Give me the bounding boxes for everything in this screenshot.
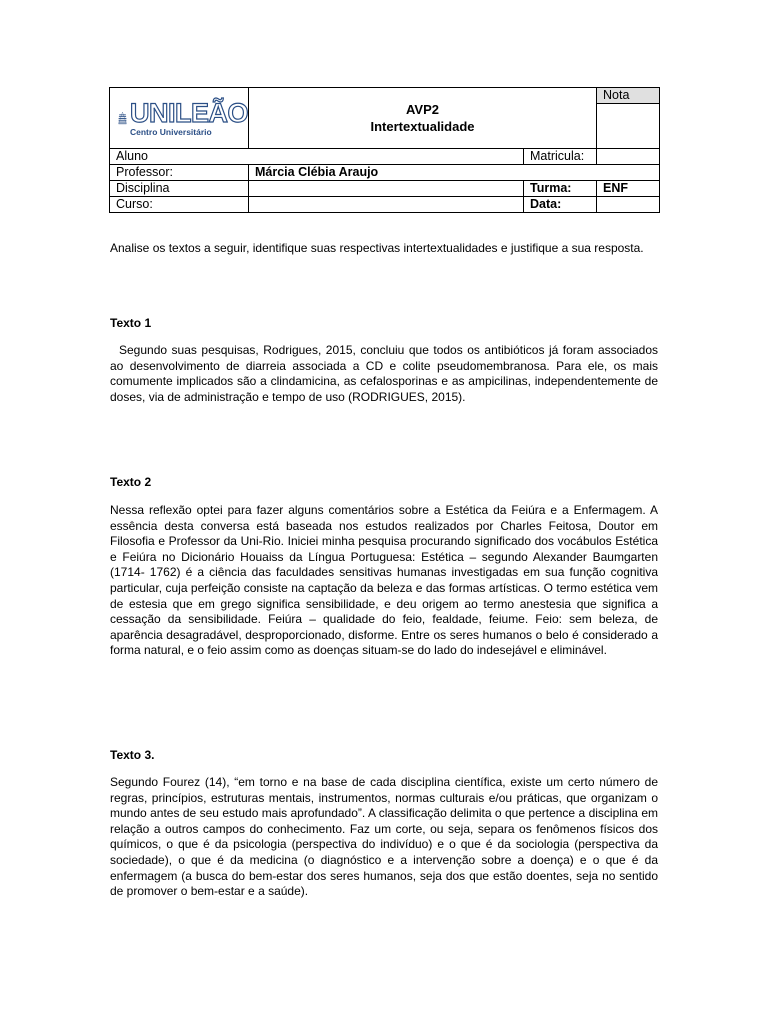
aluno-label: Aluno [110,149,524,165]
logo-subtitle: Centro Universitário [130,126,212,137]
nota-field[interactable] [597,104,660,149]
document-subtitle: Intertextualidade [370,119,475,134]
logo-wordmark: UNILEÃO [130,97,248,128]
texto-2-body: Nessa reflexão optei para fazer alguns comentários sobre a Estética da Feiúra e a Enfermagem. A essência desta conversa está baseada nos estudos realizados por Charles Feitosa, Doutor em Filosofia e Professor da Uni-Rio. Iniciei minha pesquisa procurando significado dos vocábulos Estética e Feiúra no Dicionário Houaiss da Língua Portuguesa: Estética – segundo Alexander Baumgarten (1714- 1762) é a ciência das faculdades sensitivas humanas investigadas em sua função cognitiva particular, cuja perfeição consiste na captação da beleza e das formas artísticas. O termo estética vem de estesia que em grego significa sensibilidade, e deu origem ao termo anestesia que significa a cessação da sensibilidade. Feiúra – qualidade do feio, fealdade, feiume. Feio: sem beleza, de aparência desagradável, desproporcionado, disforme. Entre os seres humanos o belo é considerado a forma natural, e o feio assim como as doenças situam-se do lado do indesejável e eliminável. [110,503,658,658]
texto-1-body: Segundo suas pesquisas, Rodrigues, 2015, concluiu que todos os antibióticos já foram associados ao desenvolvimento de diarreia associada a CD e colite pseudomembranosa. Para ele, os mais comumente implicados são a clindamicina, as cefalosporinas e as ampicilinas, independentemente de doses, via de administração e tempo de uso (RODRIGUES, 2015). [110,343,658,404]
matricula-field[interactable] [597,149,660,165]
curso-label: Curso: [110,197,249,213]
texto-3-heading: Texto 3. [110,748,155,762]
turma-label: Turma: [524,181,597,197]
texto-3-body: Segundo Fourez (14), “em torno e na base de cada disciplina científica, existe um certo número de regras, princípios, estruturas mentais, instrumentos, normas culturais e/ou práticas, que organizam o mundo antes de seu estudo mais aprofundado”. A classificação delimita o que pertence a disciplina em relação a outros campos do conhecimento. Faz um corte, ou seja, separa os fenômenos físicos dos químicos, o que é da psicologia (perspectiva do indivíduo) e o que é da sociologia (perspectiva da sociedade), o que é da medicina (o diagnóstico e a intervenção sobre a doença) e o que é da enfermagem (a busca do bem-estar dos seres humanos, seja dos que estão doentes, seja no sentido de promover o bem-estar e a saúde). [110,775,658,899]
nota-label: Nota [597,88,660,104]
document-title: AVP2 [406,102,439,117]
data-label: Data: [524,197,597,213]
texto-1-heading: Texto 1 [110,316,152,330]
instructions-paragraph: Analise os textos a seguir, identifique suas respectivas intertextualidades e justifique a sua resposta. [110,241,644,255]
title-cell [249,88,597,149]
logo-cell [110,88,249,149]
header-table [109,87,660,213]
disciplina-field[interactable] [249,181,524,197]
unileao-logo [110,88,248,148]
logo-emblem-icon [118,96,127,140]
data-field[interactable] [597,197,660,213]
professor-value: Márcia Clébia Araujo [249,165,660,181]
curso-field[interactable] [249,197,524,213]
professor-label: Professor: [110,165,249,181]
matricula-label: Matricula: [524,149,597,165]
texto-2-heading: Texto 2 [110,475,152,489]
disciplina-label: Disciplina [110,181,249,197]
turma-value: ENF [597,181,660,197]
